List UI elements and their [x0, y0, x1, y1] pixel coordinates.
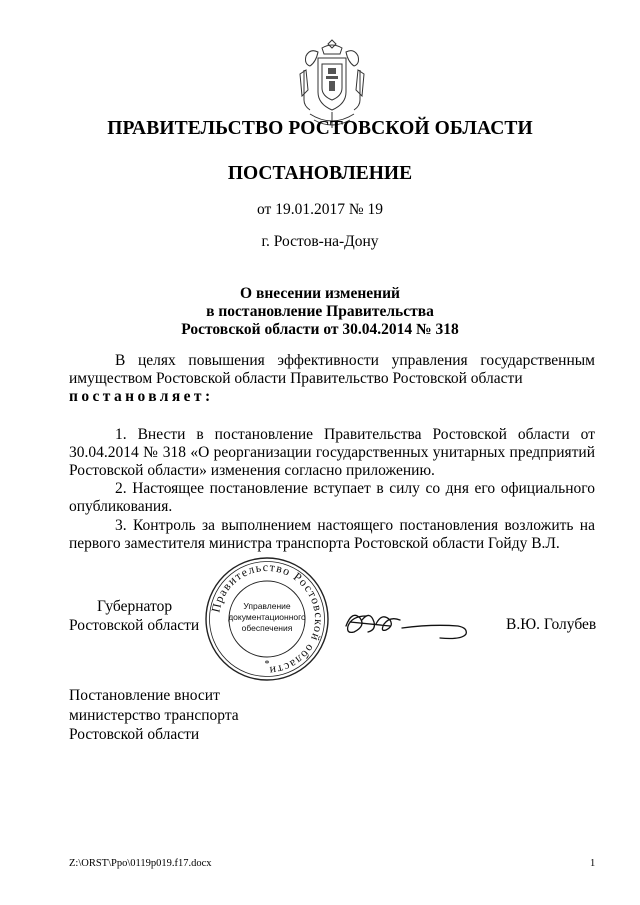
subject-line-1: О внесении изменений	[240, 285, 400, 302]
subject-line-2: в постановление Правительства	[206, 303, 434, 320]
page-number: 1	[590, 858, 596, 869]
item-2-paragraph: 2. Настоящее постановление вступает в силу со дня его официального опубликования.	[69, 480, 595, 516]
item-3-paragraph: 3. Контроль за выполнением настоящего постановления возложить на первого заместителя министра транспорта Ростовской области Гойду В.Л.	[69, 516, 595, 552]
seal-star-icon: *	[264, 659, 270, 670]
handwritten-signature	[340, 602, 475, 642]
document-date-number: от 19.01.2017 № 19	[257, 201, 383, 218]
subject-line-3: Ростовской области от 30.04.2014 № 318	[181, 321, 459, 338]
footer-file-path: Z:\ORST\Ppo\0119p019.f17.docx	[69, 858, 212, 869]
position-line-2: Ростовской области	[69, 617, 200, 634]
preamble-paragraph: В целях повышения эффективности управления государственным имуществом Ростовской области Правительство Ростовской области	[69, 352, 595, 388]
seal-inner-line-3: обеспечения	[241, 623, 293, 633]
seal-inner-line-1: Управление	[243, 601, 291, 611]
resolves-keyword: постановляет:	[69, 388, 214, 406]
position-line-1: Губернатор	[97, 598, 173, 615]
submitter-note	[69, 686, 239, 745]
note-line-1: Постановление вносит	[69, 687, 220, 704]
item-1-paragraph: 1. Внести в постановление Правительства Ростовской области от 30.04.2014 № 318 «О реорганизации государственных унитарных предприятий Ростовской области» изменения согласно приложению.	[69, 425, 595, 480]
seal-inner-line-2: документационного	[228, 612, 306, 622]
note-line-3: Ростовской области	[69, 726, 200, 743]
official-seal-stamp	[203, 555, 331, 683]
document-type-title: ПОСТАНОВЛЕНИЕ	[227, 163, 413, 184]
seal-ring-text: Правительство Ростовской области	[208, 559, 327, 679]
signatory-position	[69, 597, 199, 635]
organization-title: ПРАВИТЕЛЬСТВО РОСТОВСКОЙ ОБЛАСТИ	[107, 118, 533, 139]
note-line-2: министерство транспорта	[69, 706, 239, 724]
document-subject	[0, 285, 640, 339]
issuing-city: г. Ростов-на-Дону	[261, 233, 379, 250]
signatory-name: В.Ю. Голубев	[506, 616, 597, 633]
document-body	[69, 352, 595, 553]
